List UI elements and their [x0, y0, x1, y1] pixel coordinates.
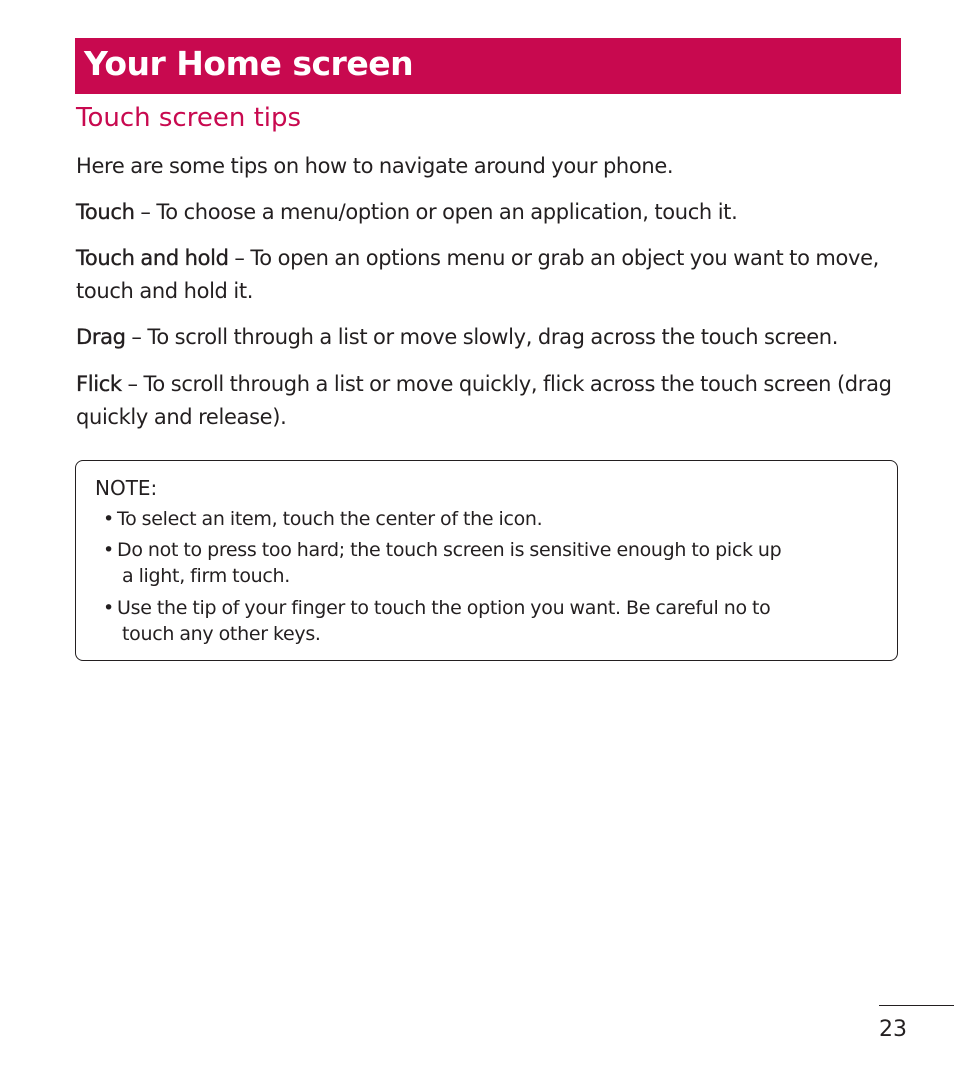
- header-bar: [75, 38, 901, 94]
- bullet-icon: •: [103, 597, 114, 619]
- intro-paragraph: Here are some tips on how to navigate around your phone.: [76, 154, 674, 178]
- tip-description: – To open an options menu or grab an object you want to move, touch and hold it.: [76, 246, 879, 303]
- page-number-rule: [879, 1005, 954, 1006]
- note-title: NOTE:: [95, 476, 158, 500]
- bullet-icon: •: [103, 539, 114, 561]
- note-item-text: Use the tip of your finger to touch the option you want. Be careful no to: [117, 597, 771, 619]
- note-item-continuation: touch any other keys.: [122, 623, 321, 645]
- bullet-icon: •: [103, 508, 114, 530]
- page-number: 23: [879, 1017, 907, 1042]
- tip-term: Touch: [76, 200, 135, 224]
- note-item-continuation: a light, firm touch.: [122, 565, 291, 587]
- tip-term: Touch and hold: [76, 246, 229, 270]
- note-box: [75, 460, 898, 661]
- tip-description: – To scroll through a list or move quickly, flick across the touch screen (drag quickly and release).: [76, 372, 892, 429]
- tip-description: – To choose a menu/option or open an application, touch it.: [134, 200, 738, 224]
- tip-touch: [76, 196, 902, 229]
- tip-term: Flick: [76, 372, 122, 396]
- page-title: Your Home screen: [84, 44, 414, 83]
- note-item-text: Do not to press too hard; the touch screen is sensitive enough to pick up: [117, 539, 782, 561]
- tip-drag: [76, 321, 902, 354]
- tip-touch-and-hold: [76, 242, 902, 308]
- tip-description: – To scroll through a list or move slowly, drag across the touch screen.: [125, 325, 839, 349]
- tip-flick: [76, 368, 902, 434]
- note-item-text: To select an item, touch the center of the icon.: [117, 508, 543, 530]
- tip-term: Drag: [76, 325, 126, 349]
- section-title: Touch screen tips: [76, 103, 302, 133]
- note-item: [103, 506, 893, 532]
- note-item: [103, 595, 893, 647]
- note-item: [103, 537, 893, 589]
